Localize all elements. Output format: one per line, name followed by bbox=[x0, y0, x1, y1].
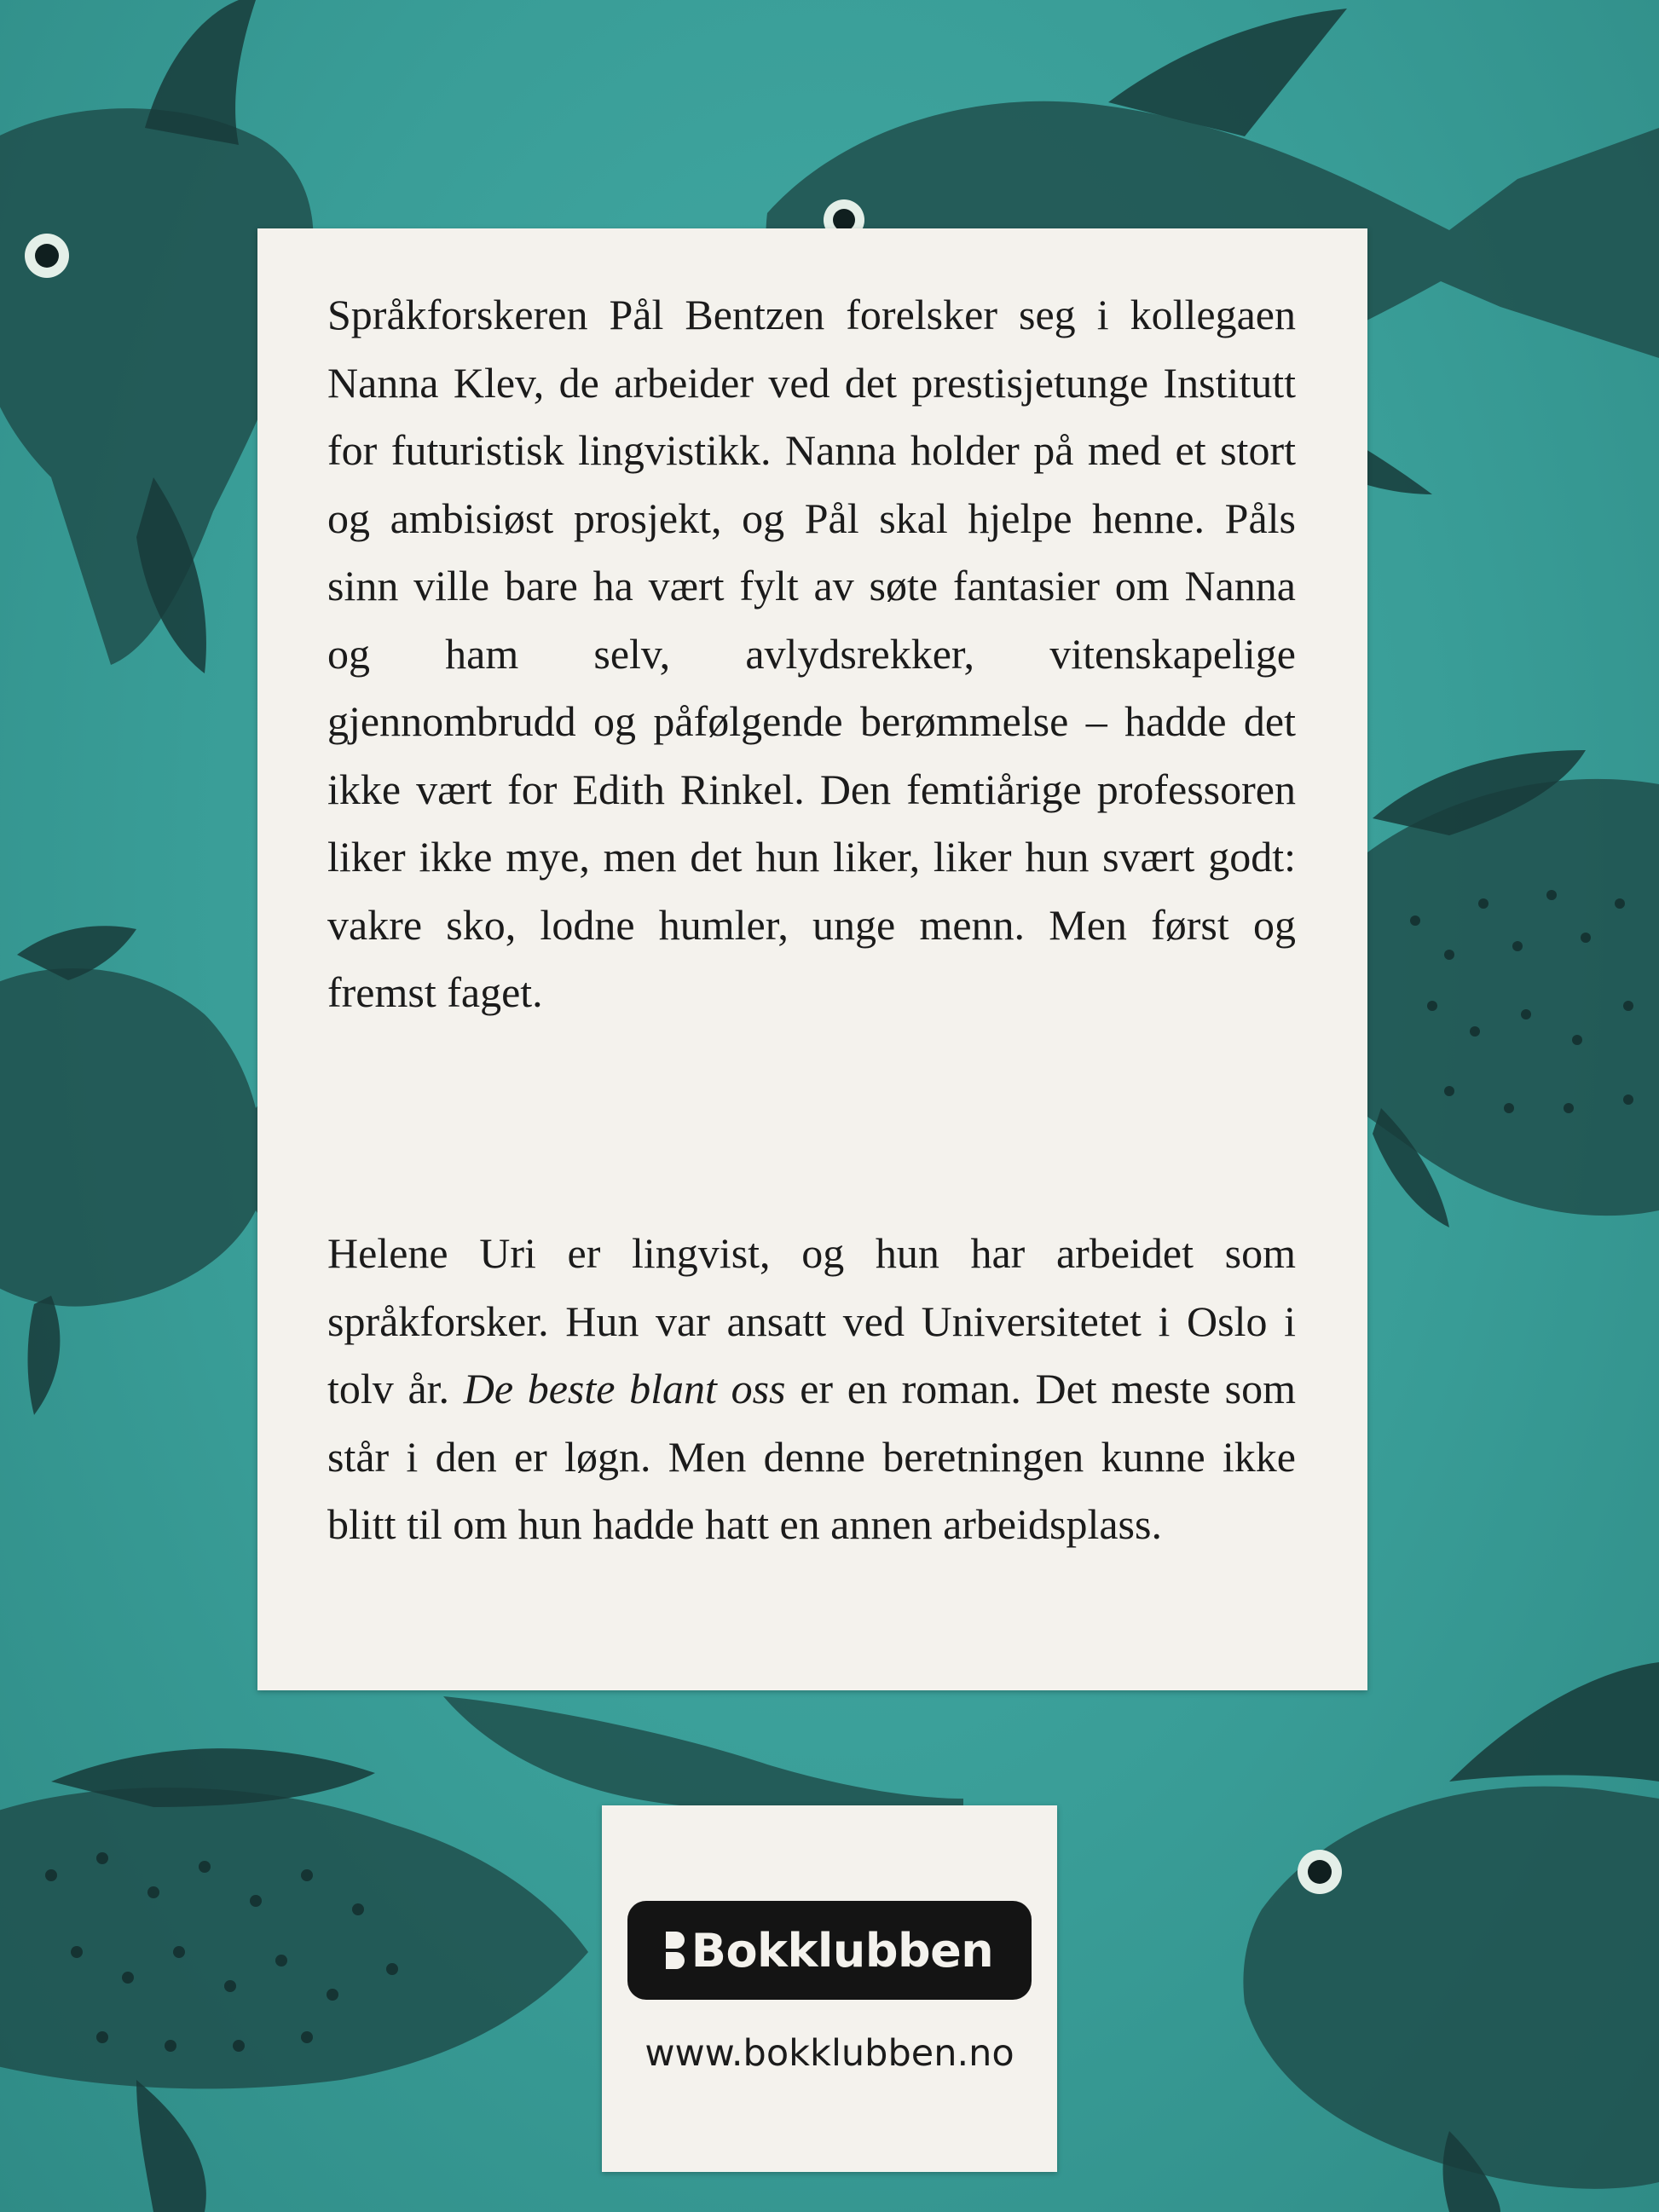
author-bio-text-end: er en roman. Det meste som står i den er løgn. Men denne beretningen kunne ikke blitt til om hun hadde hatt en annen arbeidsplass. bbox=[327, 1365, 1297, 1548]
flatfish-illustration bbox=[443, 1696, 963, 1811]
author-bio-text-start: Helene Uri er lingvist, og hun har arbeidet som språkforsker. Hun var ansatt ved Universitetet i Oslo i tolv år. bbox=[327, 1229, 1296, 1412]
grouper-left-illustration bbox=[0, 1748, 588, 2212]
book-title-italic: De beste blant oss bbox=[463, 1365, 786, 1412]
logo-text: Bokklubben bbox=[691, 1923, 994, 1978]
publisher-logo-card bbox=[602, 1805, 1057, 2172]
bokklubben-mark-icon bbox=[666, 1932, 685, 1969]
perch-left-illustration bbox=[0, 926, 290, 1415]
plot-summary-paragraph: Språkforskeren Pål Bentzen forelsker seg i kollegaen Nanna Klev, de arbeider ved det prestisjetunge Institutt for futuristisk lingvistikk. Nanna holder på med et stort og ambisiøst prosjekt, og Pål skal hjelpe henne. Påls sinn ville bare ha vært fylt av søte fantasier om Nanna og ham selv, avlydsrekker, vitenskapelige gjennombrudd og påfølgende berømmelse – hadde det ikke vært for Edith Rinkel. Den femtiårige professoren liker ikke mye, men det hun liker, liker hun svært godt: vakre sko, lodne humler, unge menn. Men først og fremst faget. bbox=[327, 291, 1296, 1016]
publisher-url: www.bokklubben.no bbox=[645, 2032, 1014, 2075]
author-bio-paragraph bbox=[327, 1220, 1296, 1559]
blurb-card bbox=[257, 228, 1367, 1690]
grouper-right-illustration bbox=[1367, 750, 1659, 1227]
snapper-right-illustration bbox=[1243, 1662, 1659, 2212]
bokklubben-logo bbox=[627, 1901, 1032, 2000]
